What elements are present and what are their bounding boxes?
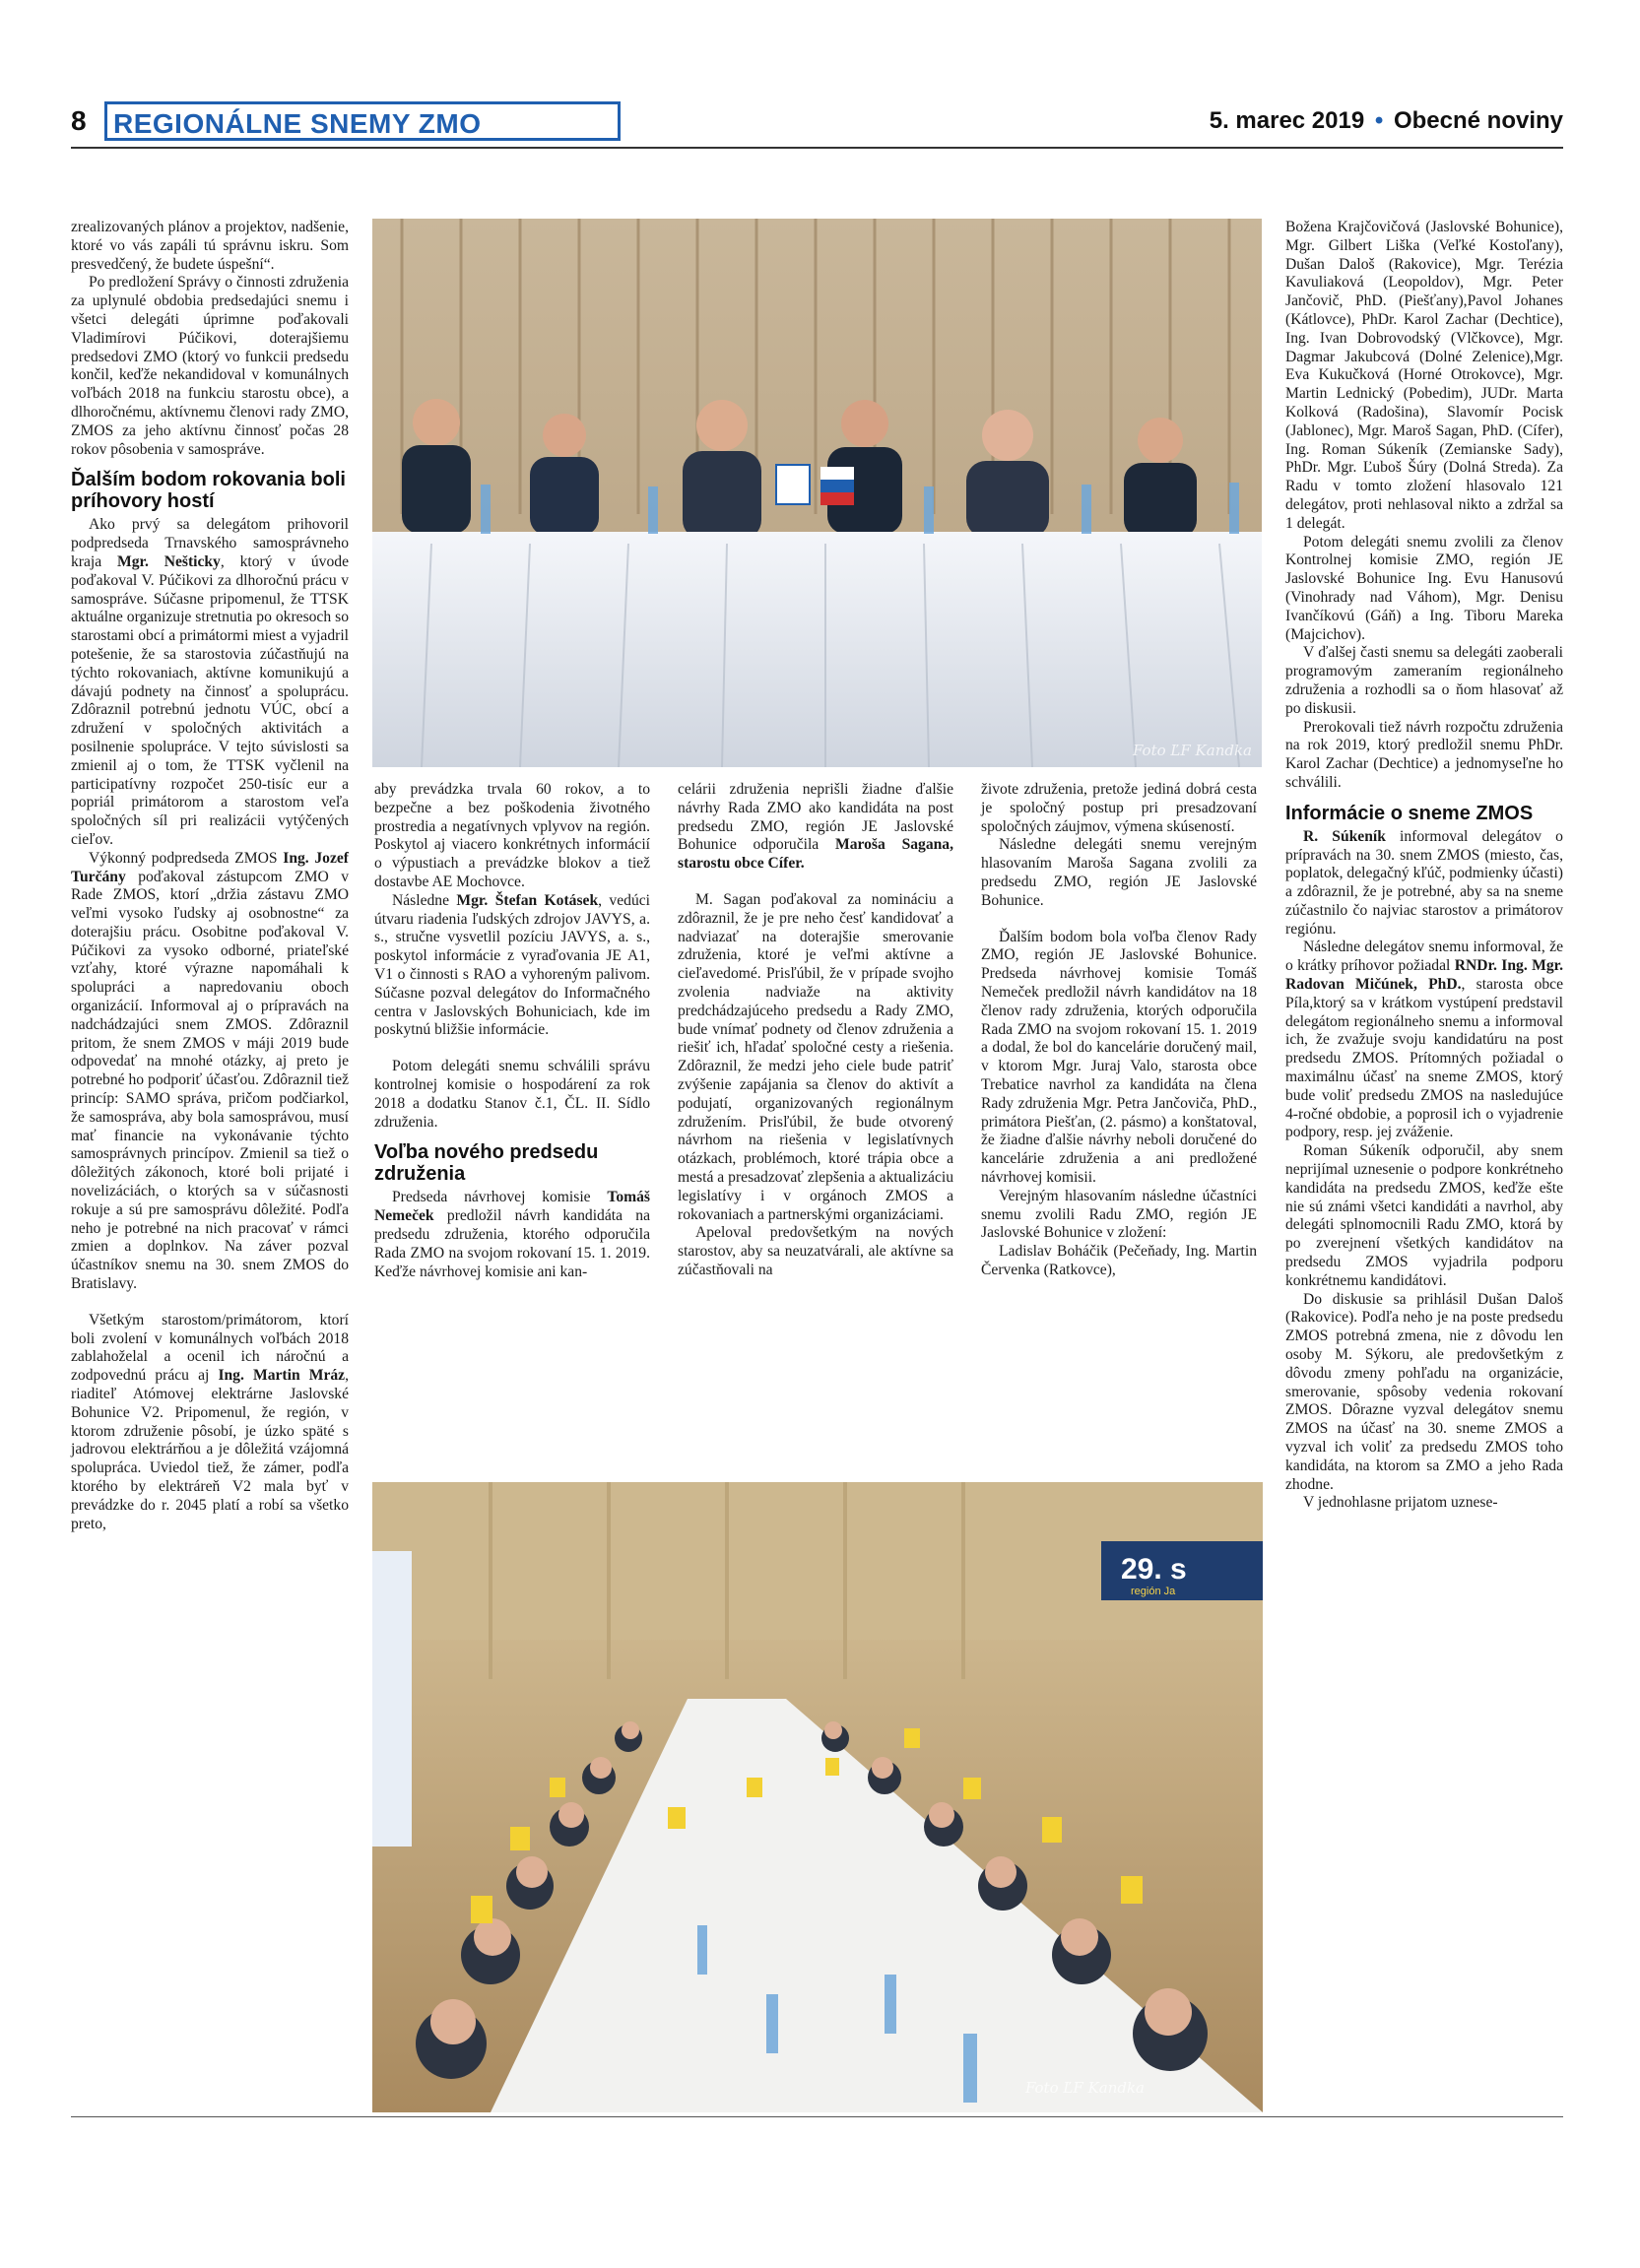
paragraph: Do diskusie sa prihlásil Dušan Daloš (Rakovice). Podľa neho je na poste predsedu ZMOS potrebná zmena, nie z dôvodu len osoby M. Sýkoru, ale predovšetkým z dôvodu zmeny pohľadu na organizácie, smerovanie, spôsoby vedenia rokovaní ZMOS. Dôrazne vyzval delegátov snemu ZMOS na účasť na 30. sneme ZMOS a vyzval ich voliť za predsedu ZMOS toho kandidáta, na ktorom sa ZMO a jeho Rada zhodne. [1285,1290,1563,1493]
presidium-illustration [372,219,1262,767]
section-title: REGIONÁLNE SNEMY ZMO [104,101,621,141]
separator-dot: • [1374,107,1384,134]
person-name: Maroša Sagana, starostu obce Cífer. [678,836,953,873]
publication-name: Obecné noviny [1393,107,1563,134]
banner-subtext: región Ja [1131,1586,1176,1597]
column-5 [1285,219,1563,1513]
paragraph: Potom delegáti snemu zvolili za členov Kontrolnej komisie ZMO, región JE Jaslovské Bohunice Ing. Evu Hanusovú (Vinohrady nad Váhom), Mgr. Denisu Ivančíkovú (Gáň) a Ing. Tiboru Mareka (Majcichov). [1285,533,1563,643]
paragraph: Následne Mgr. Štefan Kotásek, vedúci útvaru riadenia ľudských zdrojov JAVYS, a. s., stručne vysvetlil pozíciu JAVYS, a. s., poskytol informácie z vyraďovania JE A1, V1 o činnosti s RAO a vyhoreným palivom. Súčasne pozval delegátov do Informačného centra v Jaslovských Bohuniciach, kde im poskytnú bližšie informácie. [374,891,650,1039]
subheading: Voľba nového predsedu združenia [374,1141,599,1186]
photo-credit-top: Foto ĽF Kandka [1132,742,1252,759]
paragraph: Ako prvý sa delegátom prihovoril podpredseda Trnavského samosprávneho kraja Mgr. Nešticky, ktorý v úvode poďakoval V. Púčikovi za dlhoročnú prácu v samospráve. Súčasne pripomenul, že TTSK aktuálne organizuje stretnutia po okresoch so starostami obcí a primátormi miest a vyjadril potešenie, že sa starostovia zúčastňujú na týchto rokovaniach, aktívne komunikujú a dávajú podnety na činnosť a spoluprácu. Zdôraznil potrebnú jednotu VÚC, obcí a združení v spoločných aktivitách a posilnenie spolupráce. V tejto súvislosti sa zmienil aj o tom, že TTSK vyčlenil na participatívny rozpočet 250-tisíc eur a popriál primátorom a starostom veľa spoločných síl pri realizácii vytýčených cieľov. [71,516,349,848]
paragraph: M. Sagan poďakoval za nomináciu a zdôraznil, že je pre neho česť kandidovať a nadviazať na doterajšie smerovanie združenia, ktoré je veľmi aktívne a cieľavedomé. Prisľúbil, že v prípade svojho zvolenia nadviaže na aktivity predchádzajúceho predsedu a Rady ZMO, bude vnímať podnety od členov združenia a riešiť ich, hľadať spoločné cesty a riešenia. Zdôraznil, že medzi jeho ciele bude patriť zvýšenie zapájania sa členov do aktivít a podujatí, organizovaných regionálnym združením. Prisľúbil, že bude otvorený návrhom na riešenia v legislatívnych otázkach, problémoch, ktoré trápia obce a mestá a presadzovať zlepšenia a aktualizáciu legislatívy i v orgánoch ZMOS a rokovaniach a partnerskými organizáciami. [678,890,953,1223]
paragraph: Všetkým starostom/primátorom, ktorí boli zvolení v komunálnych voľbách 2018 zablahoželal a ocenil ich náročnú a zodpovednú prácu aj Ing. Martin Mráz, riaditeľ Atómovej elektrárne Jaslovské Bohunice V2. Pripomenul, že región, v ktorom združenie pôsobí, je úzko späté s jadrovou elektrárňou a je dôležitá vzájomná spolupráca. Uviedol tiež, že zámer, podľa ktorého by elektráreň V2 mala byť v prevádzke do r. 2045 platí a robí sa všetko preto, [71,1311,349,1532]
paragraph: Apeloval predovšetkým na nových starostov, aby sa neuzatvárali, ale aktívne sa zúčastňovali na [678,1224,953,1278]
subheading: Informácie o sneme ZMOS [1285,802,1534,824]
photo-delegates-voting [372,1482,1263,2112]
paragraph: Predseda návrhovej komisie Tomáš Nemeček predložil návrh kandidáta na predsedu združenia, ktorého odporučila Rada ZMO na svojom rokovaní 15. 1. 2019. Keďže návrhovej komisie ani kan- [374,1189,650,1280]
column-1 [71,219,349,1533]
paragraph: Následne delegáti snemu verejným hlasovaním Maroša Sagana zvolili za predsedu ZMO, región JE Jaslovské Bohunice. [981,836,1257,909]
person-name: Mgr. Nešticky [116,552,221,570]
photo-presidium [372,219,1262,767]
subheading: Ďalším bodom rokovania boli príhovory hostí [71,469,346,513]
photo-credit-bottom: Foto ĽF Kandka [1024,2079,1145,2097]
paragraph: Roman Súkeník odporučil, aby snem neprijímal uznesenie o podpore konkrétneho kandidáta na predsedu ZMOS, keďže ešte nie sú známi všetci kandidáti a navrhol, aby delegáti splnomocnili Radu ZMO, ktorá by po zverejnení všetkých kandidátov na predsedu ZMOS vyjadrila podporu konkrétnemu kandidátovi. [1285,1142,1563,1289]
issue-date: 5. marec 2019 [1209,107,1365,134]
paragraph: Po predložení Správy o činnosti združenia za uplynulé obdobia predsedajúci snemu i všetci delegáti úprimne poďakovali Vladimírovi Púčikovi, doterajšiemu predsedovi ZMO (ktorý vo funkcii predsedu končil, keďže nekandidoval v komunálnych voľbách 2018 na funkciu starostu obce), a dlhoročnému, aktívnemu členovi rady ZMO, ZMOS za jeho aktívnu činnosť počas 28 rokov pôsobenia v samospráve. [71,274,349,458]
paragraph: V ďalšej časti snemu sa delegáti zaoberali programovým zameraním regionálneho združenia a rozhodli sa o ňom hlasovať až po diskusii. [1285,644,1563,717]
paragraph: V jednohlasne prijatom uznese- [1303,1494,1498,1512]
column-4 [981,781,1257,1280]
person-name: Tomáš Nemeček [374,1189,650,1225]
person-name: R. Súkeník [1303,827,1386,845]
person-name: Mgr. Štefan Kotásek [456,891,599,909]
person-name: Ing. Jozef Turčány [71,849,350,885]
issue-info [1210,107,1563,135]
paragraph: aby prevádzka trvala 60 rokov, a to bezpečne a bez poškodenia životného prostredia a negatívnych vplyvov na región. Poskytol aj viacero konkrétnych informácií o výpustiach a prevádzke blokov a tiež dostavbe AE Mochovce. [374,781,650,890]
paragraph: Potom delegáti snemu schválili správu kontrolnej komisie o hospodárení za rok 2018 a dodatku Stanov č.1, ČL. II. Sídlo združenia. [374,1058,650,1131]
page-number: 8 [71,105,87,136]
voting-illustration [372,1482,1263,2112]
paragraph: Božena Krajčovičová (Jaslovské Bohunice), Mgr. Gilbert Liška (Veľké Kostoľany), Dušan Daloš (Rakovice), Mgr. Terézia Kavuliaková (Leopoldov), Mgr. Peter Jančovič, PhD. (Piešťany),Pavol Johanes (Kátlovce), PhDr. Karol Zachar (Dechtice), Ing. Ivan Dobrovodský (Vlčkovce), Mgr. Dagmar Jakubcová (Dolné Zelenice),Mgr. Eva Kukučková (Horné Otrokovce), Mgr. Martin Lednický (Pobedim), JUDr. Marta Kolková (Radošina), Slavomír Pocisk (Jablonec), Mgr. Maroš Sagan, PhD. (Cífer), Ing. Roman Súkeník (Zemianske Sady), PhDr. Mgr. Ľuboš Šúry (Dolná Streda). Za Radu v tomto zložení hlasovalo 121 delegátov, proti nehlasoval nikto a zdržal sa 1 delegát. [1285,219,1563,532]
paragraph: Prerokovali tiež návrh rozpočtu združenia na rok 2019, ktorý predložil snemu PhDr. Karol Zachar (Dechtice) a jednomyseľne ho schválili. [1285,718,1563,791]
column-2 [374,781,650,1281]
banner-text: 29. s [1121,1553,1187,1586]
paragraph: Následne delegátov snemu informoval, že o krátky príhovor požiadal RNDr. Ing. Mgr. Radovan Mičúnek, PhD., starosta obce Píla,ktorý sa v krátkom vystúpení predstavil delegátom regionálneho snemu a informoval ich, že zvažuje svoju kandidatúru na post predsedu ZMOS. Prítomných požiadal o maximálnu účasť na sneme ZMOS, ktorý bude voliť predsedu ZMOS na nasledujúce 4-ročné obdobie, a poprosil ich o vyjadrenie podpory, resp. jej zváženie. [1285,939,1564,1141]
paragraph: Ďalším bodom bola voľba členov Rady ZMO, región JE Jaslovské Bohunice. Predseda návrhovej komisie Tomáš Nemeček predložil návrh kandidátov na 18 členov rady združenia, ktorých odporučila Rada ZMO na svojom rokovaní 15. 1. 2019 a dodal, že bol do kancelárie doručený mail, v ktorom Mgr. Juraj Valo, starosta obce Trebatice navrhol za kandidáta na člena Rady združenia Mgr. Petra Jančoviča, PhD., primátora Piešťan, (2. pásmo) a konštatoval, že žiadne ďalšie návrhy neboli doručené do kancelárie združenia a ani predložené návrhovej komisii. [981,928,1257,1186]
paragraph: živote združenia, pretože jediná dobrá cesta je spoločný postup pri presadzovaní spoločných záujmov, výmena skúseností. [981,781,1257,835]
paragraph: zrealizovaných plánov a projektov, nadšenie, ktoré vo vás zapáli tú správnu iskru. Som presvedčený, že budete úspešní“. [71,219,349,273]
paragraph: celárii združenia neprišli žiadne ďalšie návrhy Rada ZMO ako kandidáta na post predsedu ZMO, región JE Jaslovské Bohunice odporučila Maroša Sagana, starostu obce Cífer. [678,781,953,873]
person-name: RNDr. Ing. Mgr. Radovan Mičúnek, PhD. [1285,957,1564,994]
paragraph: Ladislav Boháčik (Pečeňady, Ing. Martin Červenka (Ratkovce), [981,1243,1257,1278]
footer-rule [71,2116,1563,2117]
column-3 [678,781,953,1280]
paragraph: Verejným hlasovaním následne účastníci snemu zvolili Radu ZMO, región JE Jaslovské Bohunice v zložení: [981,1187,1257,1242]
paragraph: R. Súkeník informoval delegátov o prípravách na 30. snem ZMOS (miesto, čas, poplatok, delegačný kľúč, podmienky účasti) a zdôraznil, že je potrebné, aby sa na sneme zúčastnilo čo najviac starostov a primátorov regiónu. [1285,827,1563,938]
person-name: Ing. Martin Mráz [218,1367,346,1385]
header-rule [71,147,1563,149]
paragraph: Výkonný podpredseda ZMOS Ing. Jozef Turčány poďakoval zástupcom ZMO v Rade ZMOS, ktorí „držia zástavu ZMO veľmi vysoko ľudsky aj osobnostne“ za doterajšiu prácu. Osobitne poďakoval V. Púčikovi za vysoko odborné, priateľské vzťahy, ktoré výrazne napomáhali k spolupráci a napredovaniu oboch organizácií. Informoval aj o prípravách na nadchádzajúci snem ZMOS. Zdôraznil pritom, že snem ZMOS v máji 2019 bude odpovedať na mnohé otázky, aj preto je potrebné ho podporiť účasťou. Zdôraznil tiež princíp: SAMO správa, pričom podčiarkol, že samospráva, aby bola samosprávou, musí mať financie na vykonávanie týchto samosprávnych princípov. Zmienil sa tiež o dôležitých zákonoch, ktoré boli prijaté i novelizáciách, o ktorých sa v súčasnosti rokuje a sú pre samosprávu dôležité. Podľa neho je potrebné na nich pracovať v rámci zmien a doplnkov. Na záver pozval účastníkov snemu na 30. snem ZMOS do Bratislavy. [71,849,350,1293]
page-header [71,101,1563,143]
